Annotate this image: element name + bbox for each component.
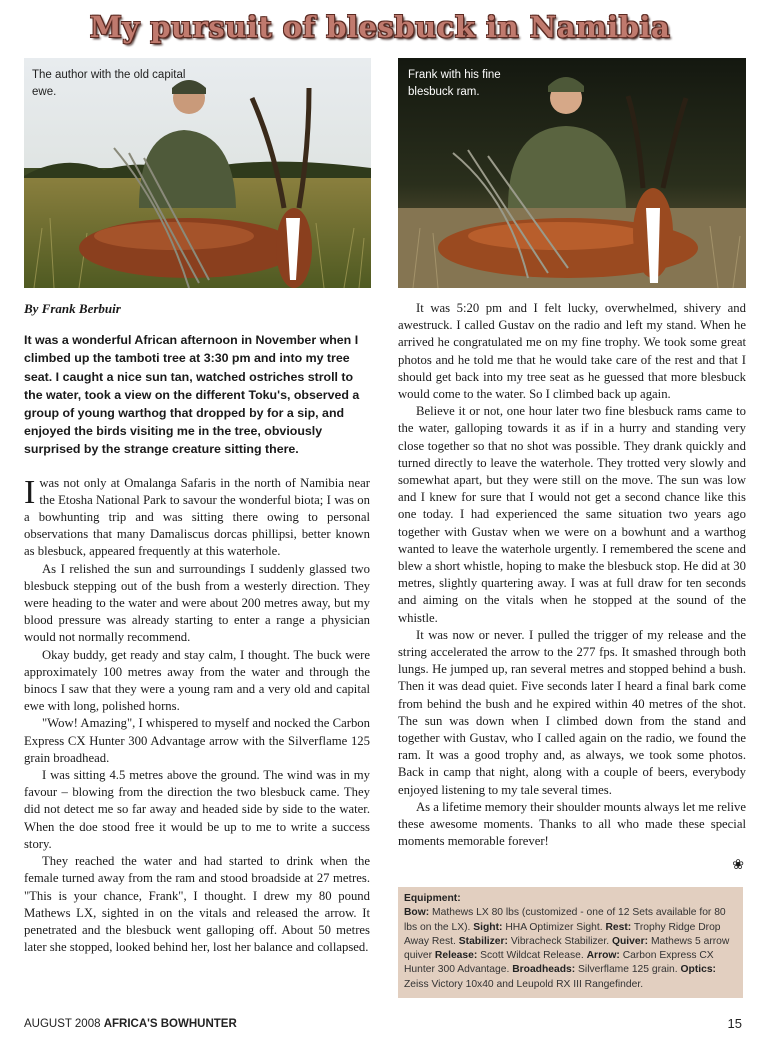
end-mark-icon: ❀ xyxy=(732,857,744,873)
body-paragraph: It was now or never. I pulled the trigger of my release and the string accelerated the arrow to the 277 fps. It smashed through both lungs. He jumped up, ran several metres and stopped behind a bush. Then it was dead quiet. Five seconds later I heard a final bark come from behind the bush and he expired within 40 metres of the shot. The sun was down when I climbed down from the stand and together with Gustav, who I called again on the radio, we found the ram. It was a good trophy and, as always, we took some photos. Back in camp that night, along with a couple of beers, everybody enjoyed listening to my tale several times. xyxy=(398,627,746,797)
equipment-label: Release: xyxy=(434,950,478,962)
equipment-heading: Equipment: xyxy=(404,893,461,904)
page-number: 15 xyxy=(727,1016,742,1031)
equipment-value: Vibracheck Stabilizer. xyxy=(510,935,610,947)
body-paragraph: They reached the water and had started to drink when the female turned away from the ram and stood broadside at 27 metres. "This is your chance, Frank", I thought. I drew my 80 pound Mathews LX, sighted in on the vitals and released the arrow. It penetrated and the blesbuck went galloping off. About 50 metres later she stopped, looked behind her, lost her balance and collapsed. xyxy=(24,854,370,955)
intro-paragraph: It was a wonderful African afternoon in November when I climbed up the tamboti tree at 3:30 pm and into my tree seat. I caught a nice sun tan, watched ostriches stroll to the water, took a view on the different Toku's, observed a group of young warthog that dropped by for a sip, and enjoyed the birds visiting me in the tree, obviously surprised by the strange creature sitting there. xyxy=(24,333,360,457)
equipment-value: Carbon Express CX Hunter 300 Advantage. xyxy=(404,950,714,976)
equipment-label: Sight: xyxy=(473,921,503,933)
equipment-value: Mathews 5 arrow quiver xyxy=(404,935,730,962)
footer-date: AUGUST 2008 xyxy=(24,1018,101,1030)
equipment-value: Scott Wildcat Release. xyxy=(480,950,584,962)
equipment-label: Broadheads: xyxy=(512,964,576,976)
equipment-value: HHA Optimizer Sight. xyxy=(505,921,603,933)
body-paragraph: It was 5:20 pm and I felt lucky, overwhelmed, shivery and awestruck. I called Gustav on the radio and left my stand. When he arrived he congratulated me on my fine trophy. We took some great photos and he told me that he would take care of the rest and that I should get back into my tree seat as he guessed that more blesbuck would come to the water. So I climbed back up again. xyxy=(398,301,746,402)
body-paragraph: I was sitting 4.5 metres above the ground. The wind was in my favour – blowing from the direction the two blesbuck came. They did not detect me so far away and headed side by side to the water. When the doe stood free it would be up to me to write a success story. xyxy=(24,768,370,851)
equipment-label: Quiver: xyxy=(612,935,649,947)
body-paragraph: Believe it or not, one hour later two fine blesbuck rams came to the water, galloping towards it as if in a hurry and standing very close together so that no shot was possible. They drank quickly and turned directly to leave the waterhole. They trotted very slowly and somewhat apart, but they were still on the move. The sun was low and I knew for sure that I would not get a second chance like this one today. I had experienced the same situation two years ago together with Gustav when we were on a bowhunt and a warthog wanted to leave the waterhole urgently. I remembered the scene and blew a short whistle, hoping to make the blesbuck stop. He did at 30 metres, slightly quartering away. I was at full draw for ten seconds and aiming on the vitals when he stopped at the sound of the whistle. xyxy=(398,404,746,625)
footer-magazine: AFRICA'S BOWHUNTER xyxy=(103,1018,237,1030)
body-paragraph: As I relished the sun and surroundings I suddenly glassed two blesbuck stepping out of the bush from a westerly direction. They were heading to the water and were about 200 metres away, but my blood pressure was already starting to enter a range a physician would not normally recommend. xyxy=(24,561,370,645)
footer-publication xyxy=(24,1018,237,1030)
photo-caption-2: Frank with his fine blesbuck ram. xyxy=(408,69,501,98)
equipment-label: Arrow: xyxy=(586,950,620,962)
equipment-list xyxy=(404,906,737,992)
byline: By Frank Berbuir xyxy=(24,301,121,316)
equipment-label: Stabilizer: xyxy=(458,935,508,947)
equipment-value: Trophy Ridge Drop Away Rest. xyxy=(404,921,721,947)
equipment-value: Silverflame 125 grain. xyxy=(578,964,678,976)
equipment-value: Mathews LX 80 lbs (customized - one of 12 Sets available for 80 lbs on the LX). xyxy=(404,907,726,933)
equipment-value: Zeiss Victory 10x40 and Leupold RX III Rangefinder. xyxy=(404,978,644,990)
equipment-box xyxy=(398,887,743,998)
body-paragraph: Okay buddy, get ready and stay calm, I thought. The buck were approximately 100 metres away from the water and through the binocs I saw that they were a young ram and a very old and capital ewe with long, polished horns. xyxy=(24,647,370,714)
body-paragraph: "Wow! Amazing", I whispered to myself and nocked the Carbon Express CX Hunter 300 Advantage arrow with the Silverflame 125 grain broadhead. xyxy=(24,716,370,765)
body-paragraph: Iwas not only at Omalanga Safaris in the north of Namibia near the Etosha National Park to savour the wonderful biota; I was on a bowhunting trip and was sitting there owing to personal observations that many Damaliscus dorcas phillipsi, better known as blesbuck, appeared frequently at this waterhole. xyxy=(24,473,370,559)
article-title: My pursuit of blesbuck in Namibia xyxy=(89,10,671,44)
drop-cap: I xyxy=(24,473,36,511)
equipment-label: Bow: xyxy=(404,907,430,919)
photo-caption-1: The author with the old capital ewe. xyxy=(32,69,186,98)
article-column-right xyxy=(398,300,746,874)
equipment-label: Rest: xyxy=(605,921,632,933)
body-paragraph: As a lifetime memory their shoulder mounts always let me relive these awesome moments. Thanks to all who made these special moments memorable forever! xyxy=(398,799,746,849)
equipment-label: Optics: xyxy=(680,964,716,976)
article-column-left xyxy=(24,300,370,956)
